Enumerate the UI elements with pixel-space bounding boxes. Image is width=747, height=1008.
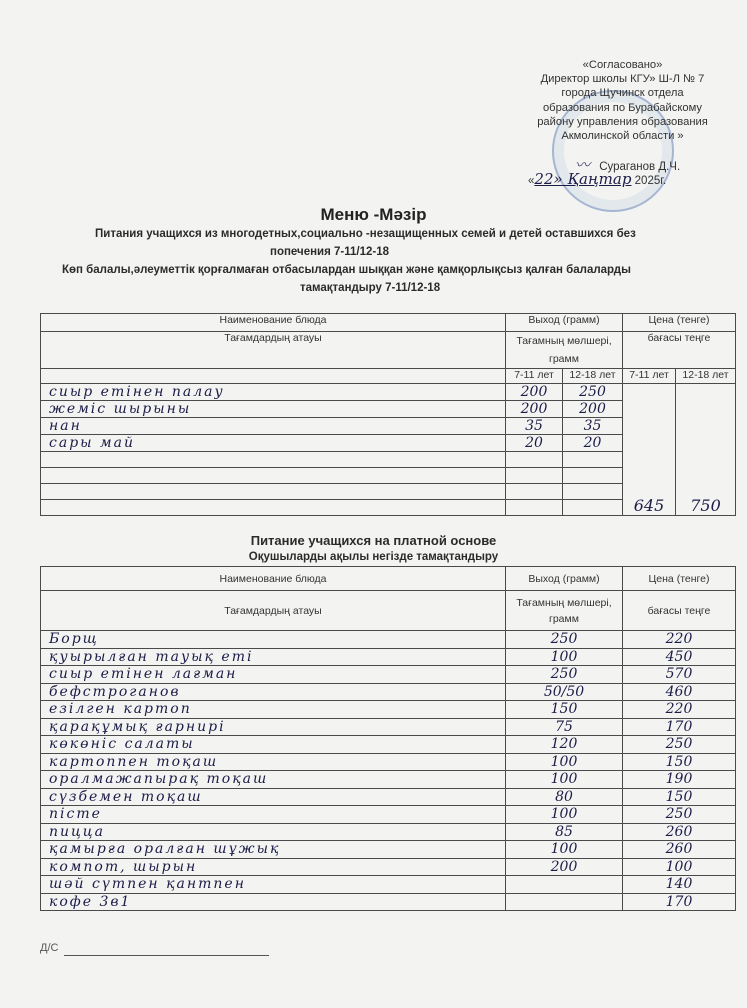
header-output-ru: Выход (грамм) <box>506 314 623 332</box>
approval-block <box>500 58 745 143</box>
footer-label: Д/С <box>40 942 59 954</box>
empty-cell <box>506 484 563 500</box>
output-grams: 50/50 <box>506 683 623 701</box>
price-tenge: 150 <box>623 753 736 771</box>
table-row <box>41 701 736 719</box>
table-row <box>41 631 736 649</box>
output-grams: 100 <box>506 806 623 824</box>
section2-title-ru: Питание учащихся на платной основе <box>250 533 497 548</box>
dish-name: пісте <box>41 806 506 824</box>
header-price-kz: бағасы теңге <box>623 591 736 631</box>
price-tenge: 450 <box>623 648 736 666</box>
table-row <box>41 648 736 666</box>
empty-cell <box>41 484 506 500</box>
table-row <box>41 788 736 806</box>
table-row <box>41 893 736 911</box>
table-row <box>41 806 736 824</box>
dish-name: сиыр етінен лағман <box>41 666 506 684</box>
approval-line: Директор школы КГУ» Ш-Л № 7 <box>540 73 705 86</box>
subtitle-kz: Көп балалы,әлеуметтік қорғалмаған отбасылардан шыққан және қамқорлықсыз қалған балаларды <box>62 264 631 276</box>
output-grams: 75 <box>506 718 623 736</box>
header-price-ru: Цена (тенге) <box>623 567 736 591</box>
empty-cell <box>506 468 563 484</box>
output-grams: 150 <box>506 701 623 719</box>
output-7-11: 200 <box>506 384 563 401</box>
output-grams: 100 <box>506 648 623 666</box>
header-output-kz: Тағамның мөлшері, грамм <box>506 332 623 369</box>
empty-cell <box>41 369 506 384</box>
header-name-ru: Наименование блюда <box>41 314 506 332</box>
approval-line: «Согласовано» <box>582 59 663 71</box>
dish-name: пицца <box>41 823 506 841</box>
dish-name: сүзбемен тоқаш <box>41 788 506 806</box>
empty-cell <box>506 500 563 516</box>
dish-name: жеміс шырыны <box>41 401 506 418</box>
empty-cell <box>563 452 623 468</box>
empty-cell <box>41 468 506 484</box>
subtitle-kz-2: тамақтандыру 7-11/12-18 <box>300 282 441 294</box>
empty-cell <box>563 484 623 500</box>
table-row <box>41 841 736 859</box>
dish-name: картоппен тоқаш <box>41 753 506 771</box>
page-title: Меню -Мәзір <box>320 205 427 224</box>
price-tenge: 190 <box>623 771 736 789</box>
header-output-ru: Выход (грамм) <box>506 567 623 591</box>
output-grams: 250 <box>506 666 623 684</box>
empty-cell <box>41 500 506 516</box>
dish-name: бефстроганов <box>41 683 506 701</box>
date-prefix: « <box>528 175 535 187</box>
subtitle-ru: Питания учащихся из многодетных,социально -незащищенных семей и детей оставшихся без <box>95 228 636 240</box>
header-price-kz: бағасы теңге <box>623 332 736 369</box>
dish-name: Борщ <box>41 631 506 649</box>
dish-name: қуырылған тауық еті <box>41 648 506 666</box>
empty-cell <box>41 452 506 468</box>
price-tenge: 570 <box>623 666 736 684</box>
price-tenge: 260 <box>623 841 736 859</box>
dish-name: сиыр етінен палау <box>41 384 506 401</box>
output-7-11: 20 <box>506 435 563 452</box>
age-col: 12-18 лет <box>676 369 736 384</box>
empty-cell <box>563 500 623 516</box>
output-grams: 100 <box>506 771 623 789</box>
price-12-18: 750 <box>676 384 736 516</box>
empty-cell <box>506 452 563 468</box>
dish-name: көкөніс салаты <box>41 736 506 754</box>
price-tenge: 150 <box>623 788 736 806</box>
output-grams <box>506 893 623 911</box>
dish-name: қамырға оралған шұжық <box>41 841 506 859</box>
menu-table-free <box>40 313 736 516</box>
output-12-18: 250 <box>563 384 623 401</box>
age-col: 7-11 лет <box>623 369 676 384</box>
table-row <box>41 683 736 701</box>
dish-name: сары май <box>41 435 506 452</box>
output-grams <box>506 876 623 894</box>
price-tenge: 260 <box>623 823 736 841</box>
table-row <box>41 771 736 789</box>
output-7-11: 200 <box>506 401 563 418</box>
signature: 〰 <box>575 156 591 174</box>
output-grams: 120 <box>506 736 623 754</box>
dish-name: шәй сүтпен қантпен <box>41 876 506 894</box>
output-grams: 100 <box>506 753 623 771</box>
output-7-11: 35 <box>506 418 563 435</box>
age-col: 12-18 лет <box>563 369 623 384</box>
date-handwritten: 22» Қаңтар <box>534 170 632 188</box>
age-col: 7-11 лет <box>506 369 563 384</box>
output-grams: 80 <box>506 788 623 806</box>
price-tenge: 250 <box>623 736 736 754</box>
table-row <box>41 876 736 894</box>
table-row <box>41 858 736 876</box>
header-price-ru: Цена (тенге) <box>623 314 736 332</box>
header-name-ru: Наименование блюда <box>41 567 506 591</box>
footer-signature-line <box>64 955 269 956</box>
approval-line: города Щучинск отдела <box>561 87 684 100</box>
menu-table-paid <box>40 566 736 911</box>
output-12-18: 20 <box>563 435 623 452</box>
output-grams: 100 <box>506 841 623 859</box>
table-row <box>41 823 736 841</box>
dish-name: компот, шырын <box>41 858 506 876</box>
output-12-18: 200 <box>563 401 623 418</box>
director-name: Сураганов Д.Ч. <box>599 161 681 173</box>
table-row <box>41 736 736 754</box>
output-grams: 85 <box>506 823 623 841</box>
price-tenge: 170 <box>623 718 736 736</box>
output-grams: 250 <box>506 631 623 649</box>
approval-date <box>528 170 666 188</box>
price-tenge: 250 <box>623 806 736 824</box>
approval-line: району управления образования <box>537 115 708 128</box>
header-name-kz: Тағамдардың атауы <box>41 332 506 369</box>
header-name-kz: Тағамдардың атауы <box>41 591 506 631</box>
table-row <box>41 718 736 736</box>
dish-name: езілген картоп <box>41 701 506 719</box>
price-tenge: 100 <box>623 858 736 876</box>
dish-name: нан <box>41 418 506 435</box>
approval-line: образования по Бурабайскому <box>542 101 703 114</box>
date-year: 2025г. <box>634 175 667 187</box>
table-row <box>41 753 736 771</box>
dish-name: қарақұмық ғарнирі <box>41 718 506 736</box>
price-tenge: 220 <box>623 631 736 649</box>
header-output-kz: Тағамның мөлшері, грамм <box>506 591 623 631</box>
section2-title-kz: Оқушыларды ақылы негізде тамақтандыру <box>248 551 499 563</box>
output-grams: 200 <box>506 858 623 876</box>
empty-cell <box>563 468 623 484</box>
price-7-11: 645 <box>623 384 676 516</box>
table-row <box>41 666 736 684</box>
price-tenge: 460 <box>623 683 736 701</box>
price-tenge: 140 <box>623 876 736 894</box>
paid-menu-rows <box>41 631 736 911</box>
dish-name: оралмажапырақ тоқаш <box>41 771 506 789</box>
price-tenge: 220 <box>623 701 736 719</box>
approval-line: Акмолинской области » <box>561 130 684 143</box>
subtitle-ru-2: попечения 7-11/12-18 <box>270 246 390 258</box>
dish-name: кофе 3в1 <box>41 893 506 911</box>
output-12-18: 35 <box>563 418 623 435</box>
price-tenge: 170 <box>623 893 736 911</box>
